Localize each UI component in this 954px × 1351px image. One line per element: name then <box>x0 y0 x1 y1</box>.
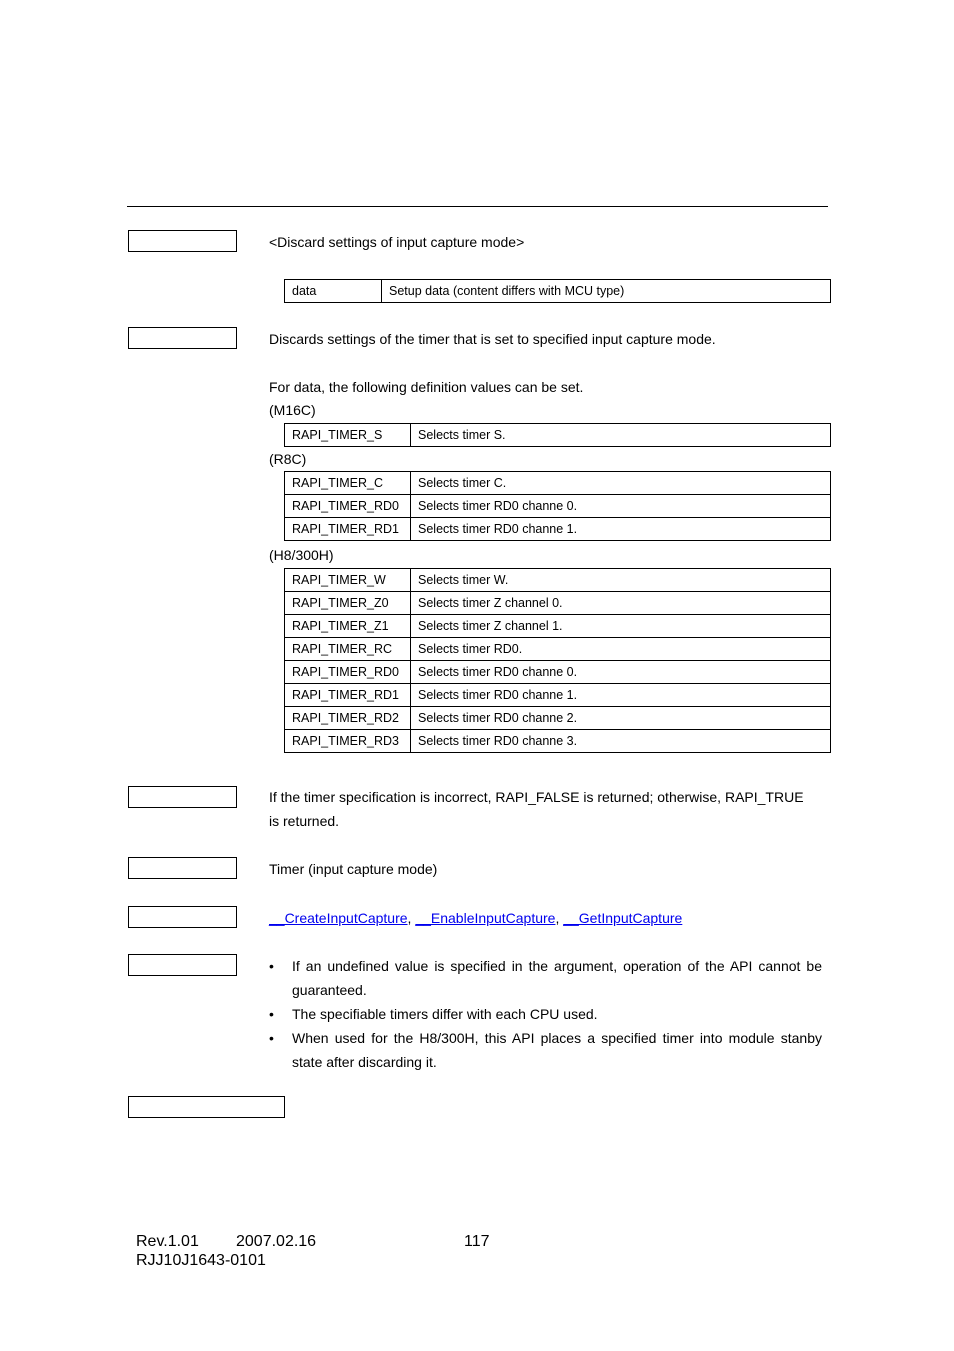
table-row <box>285 424 831 447</box>
label-box-resource <box>128 857 237 879</box>
definition-desc: Selects timer C. <box>411 472 831 495</box>
note-item: • The specifiable timers differ with each CPU used. <box>269 1002 822 1026</box>
label-box-example <box>128 1096 285 1118</box>
definition-name: RAPI_TIMER_RC <box>285 638 411 661</box>
definition-intro: For data, the following definition values can be set. <box>269 379 584 395</box>
definition-desc: Selects timer RD0 channe 1. <box>411 518 831 541</box>
footer-rev: Rev.1.01 <box>136 1233 199 1250</box>
link-enable-input-capture[interactable]: __EnableInputCapture <box>415 910 556 926</box>
group-label-h8: (H8/300H) <box>269 547 334 563</box>
definition-desc: Selects timer RD0 channe 1. <box>411 684 831 707</box>
label-box-related <box>128 906 237 928</box>
definition-name: RAPI_TIMER_RD0 <box>285 495 411 518</box>
footer-doc-id: RJJ10J1643-0101 <box>136 1252 266 1269</box>
definition-table-m16c <box>284 423 831 447</box>
function-text: Discards settings of the timer that is set to specified input capture mode. <box>269 331 716 347</box>
label-box-return <box>128 786 237 808</box>
table-row <box>285 730 831 753</box>
table-row <box>285 661 831 684</box>
definition-desc: Selects timer RD0 channe 0. <box>411 495 831 518</box>
definition-desc: Selects timer RD0. <box>411 638 831 661</box>
link-get-input-capture[interactable]: __GetInputCapture <box>563 910 683 926</box>
return-text-line1: If the timer specification is incorrect, RAPI_FALSE is returned; otherwise, RAPI_TRUE <box>269 789 804 805</box>
definition-name: RAPI_TIMER_S <box>285 424 411 447</box>
link-separator: , <box>555 910 564 926</box>
param-desc: Setup data (content differs with MCU type) <box>382 280 831 303</box>
table-row <box>285 684 831 707</box>
table-row <box>285 569 831 592</box>
label-box-function <box>128 327 237 349</box>
description-heading: <Discard settings of input capture mode> <box>269 234 525 250</box>
definition-name: RAPI_TIMER_W <box>285 569 411 592</box>
param-name: data <box>285 280 382 303</box>
definition-table-r8c <box>284 471 831 541</box>
link-separator: , <box>407 910 416 926</box>
link-create-input-capture[interactable]: __CreateInputCapture <box>269 910 408 926</box>
table-row <box>285 495 831 518</box>
definition-name: RAPI_TIMER_Z1 <box>285 615 411 638</box>
group-label-r8c: (R8C) <box>269 451 307 467</box>
resource-text: Timer (input capture mode) <box>269 861 438 877</box>
definition-desc: Selects timer S. <box>411 424 831 447</box>
definition-desc: Selects timer RD0 channe 3. <box>411 730 831 753</box>
definition-name: RAPI_TIMER_RD1 <box>285 518 411 541</box>
definition-table-h8 <box>284 568 831 753</box>
definition-name: RAPI_TIMER_RD0 <box>285 661 411 684</box>
definition-desc: Selects timer RD0 channe 2. <box>411 707 831 730</box>
definition-desc: Selects timer W. <box>411 569 831 592</box>
definition-name: RAPI_TIMER_RD3 <box>285 730 411 753</box>
header-rule <box>127 206 828 207</box>
label-box-notes <box>128 954 237 976</box>
table-row <box>285 592 831 615</box>
definition-name: RAPI_TIMER_RD1 <box>285 684 411 707</box>
definition-desc: Selects timer Z channel 0. <box>411 592 831 615</box>
table-row <box>285 472 831 495</box>
definition-name: RAPI_TIMER_C <box>285 472 411 495</box>
note-item: • When used for the H8/300H, this API places a specified timer into module stanby state after discarding it. <box>269 1026 822 1074</box>
page-number: 117 <box>464 1233 490 1250</box>
note-item: • If an undefined value is specified in the argument, operation of the API cannot be guaranteed. <box>269 954 822 1002</box>
group-label-m16c: (M16C) <box>269 402 316 418</box>
related-links <box>269 906 682 930</box>
table-row <box>285 615 831 638</box>
return-text-line2: is returned. <box>269 813 340 829</box>
definition-name: RAPI_TIMER_Z0 <box>285 592 411 615</box>
label-box-description <box>128 230 237 252</box>
notes-list <box>269 954 822 1074</box>
definition-name: RAPI_TIMER_RD2 <box>285 707 411 730</box>
footer-date: 2007.02.16 <box>236 1233 317 1250</box>
definition-desc: Selects timer RD0 channe 0. <box>411 661 831 684</box>
table-row <box>285 280 831 303</box>
param-table <box>284 279 831 303</box>
table-row <box>285 638 831 661</box>
table-row <box>285 518 831 541</box>
definition-desc: Selects timer Z channel 1. <box>411 615 831 638</box>
table-row <box>285 707 831 730</box>
